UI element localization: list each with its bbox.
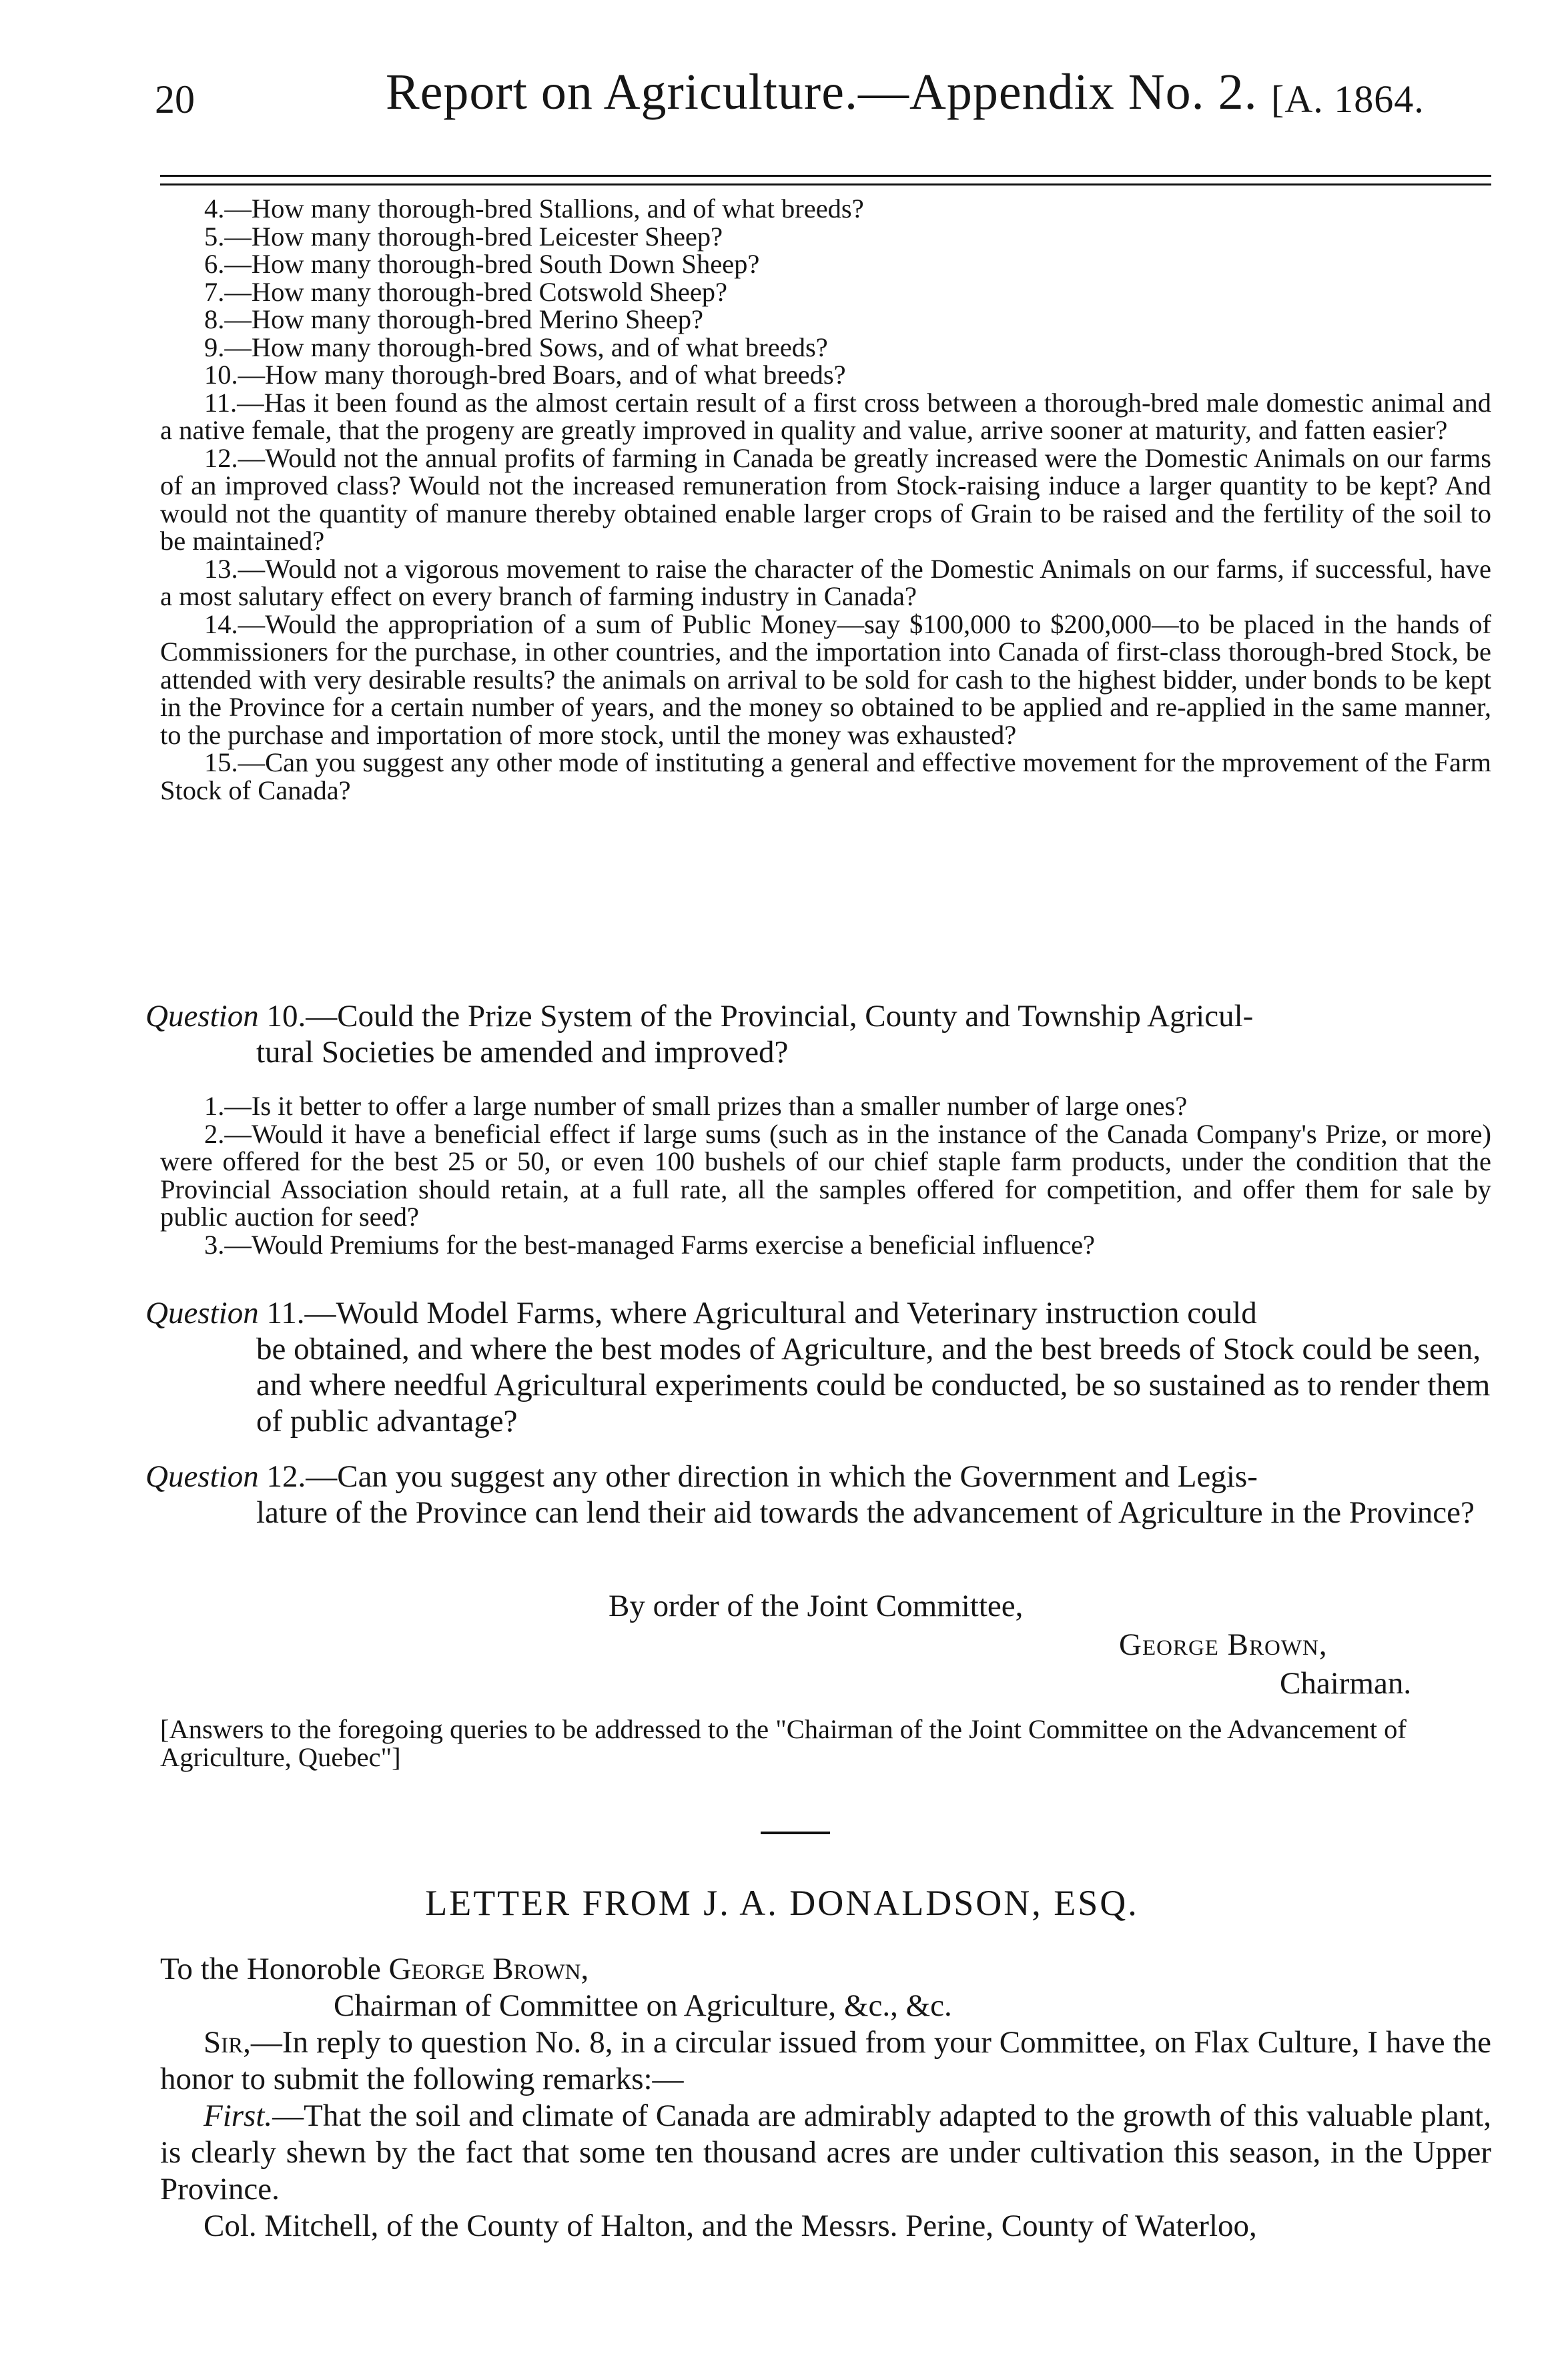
query-item: 14.—Would the appropriation of a sum of Public Money—say $100,000 to $200,000—to be placed in the hands of Commissioners for the purchase, in other countries, and the importation into Canada of first-class thorough-bred Stock, be attended with very desirable results? the animals on arrival to be sold for cash to the highest bidder, under bonds to be kept in the Province for a certain number of years, and the money so obtained to be applied and re-applied in the same manner, to the purchase and importation of more stock, until the money was exhausted? <box>160 609 1491 750</box>
question-continuation: tural Societies be amended and improved? <box>256 1035 789 1070</box>
page-number: 20 <box>155 77 195 121</box>
paragraph-text: —In reply to question No. 8, in a circular issued from your Committee, on Flax Culture, I have the honor to submit the following remarks:— <box>160 2025 1491 2096</box>
question-label: Question <box>145 999 259 1034</box>
letter-paragraph: Col. Mitchell, of the County of Halton, and the Messrs. Perine, County of Waterloo, <box>204 2209 1257 2243</box>
question-continuation: be obtained, and where the best modes of Agriculture, and the best breeds of Stock could be seen, and where needful Agricultural experiments could be conducted, be so sustained as to render them of public advantage? <box>256 1332 1491 1439</box>
salutation-role: Chairman of Committee on Agriculture, &c., &c. <box>334 1988 952 2023</box>
query-item: 15.—Can you suggest any other mode of instituting a general and effective movement for the mprovement of the Farm Stock of Canada? <box>160 747 1491 805</box>
query-item: 7.—How many thorough-bred Cotswold Sheep? <box>204 276 728 307</box>
sir-greeting: Sir, <box>204 2025 251 2060</box>
query-item: 6.—How many thorough-bred South Down Sheep? <box>204 249 760 279</box>
letter-paragraph <box>160 2024 1491 2098</box>
answers-note: [Answers to the foregoing queries to be addressed to the "Chairman of the Joint Committee on the Advancement of Agriculture, Quebec"] <box>160 1714 1407 1772</box>
letter-heading: LETTER FROM J. A. DONALDSON, ESQ. <box>425 1883 1139 1923</box>
question-text: 10.—Could the Prize System of the Provincial, County and Township Agricul- <box>266 999 1254 1034</box>
salutation-line <box>160 1951 1491 1988</box>
first-label: First. <box>204 2098 273 2133</box>
section-divider <box>761 1832 830 1834</box>
question-12 <box>145 1459 1491 1531</box>
query-item: 5.—How many thorough-bred Leicester Sheep? <box>204 221 723 252</box>
question-label: Question <box>145 1459 259 1494</box>
signature-title: Chairman. <box>1280 1666 1412 1701</box>
page-header <box>0 63 1564 130</box>
question-text: 12.—Can you suggest any other direction in which the Government and Legis- <box>266 1459 1258 1494</box>
session-reference: [A. 1864. <box>1271 77 1425 121</box>
queries-list <box>160 195 1491 804</box>
salutation-prefix: To the Honoroble <box>160 1952 381 1986</box>
query-item: 9.—How many thorough-bred Sows, and of what breeds? <box>204 332 828 362</box>
question-10-subqueries <box>160 1092 1491 1258</box>
question-11 <box>145 1295 1491 1439</box>
query-item: 4.—How many thorough-bred Stallions, and of what breeds? <box>204 193 864 224</box>
question-label: Question <box>145 1296 259 1330</box>
running-title: Report on Agriculture.—Appendix No. 2. <box>386 64 1258 120</box>
query-item: 11.—Has it been found as the almost certain result of a first cross between a thorough-bred male domestic animal and a native female, that the progeny are greatly improved in quality and value, arrive sooner at maturity, and fatten easier? <box>160 387 1491 445</box>
subquery-item: 2.—Would it have a beneficial effect if large sums (such as in the instance of the Canada Company's Prize, or more) were offered for the best 25 or 50, or even 100 bushels of our chief staple farm products, under the condition that the Provincial Association should retain, at a full rate, all the samples offered for competition, and offer them for sale by public auction for seed? <box>160 1118 1491 1232</box>
header-rule <box>160 175 1491 185</box>
question-10 <box>145 998 1491 1070</box>
query-item: 10.—How many thorough-bred Boars, and of what breeds? <box>204 360 846 390</box>
letter-body <box>160 1951 1491 2245</box>
query-item: 13.—Would not a vigorous movement to raise the character of the Domestic Animals on our farms, if successful, have a most salutary effect on every branch of farming industry in Canada? <box>160 553 1491 611</box>
question-continuation: lature of the Province can lend their aid towards the advancement of Agriculture in the Province? <box>256 1495 1475 1530</box>
query-item: 8.—How many thorough-bred Merino Sheep? <box>204 304 703 334</box>
signature-line: By order of the Joint Committee, <box>609 1589 1024 1623</box>
signature-name: George Brown, <box>1119 1627 1328 1662</box>
subquery-item: 1.—Is it better to offer a large number of small prizes than a smaller number of large ones? <box>204 1091 1188 1121</box>
subquery-item: 3.—Would Premiums for the best-managed Farms exercise a beneficial influence? <box>204 1229 1096 1260</box>
letter-paragraph <box>160 2098 1491 2208</box>
salutation-name: George Brown, <box>388 1952 589 1986</box>
query-item: 12.—Would not the annual profits of farming in Canada be greatly increased were the Domestic Animals on our farms of an improved class? Would not the increased remuneration from Stock-raising induce a larger quantity to be kept? And would not the quantity of manure thereby obtained enable larger crops of Grain to be raised and the fertility of the soil to be maintained? <box>160 442 1491 556</box>
paragraph-text: —That the soil and climate of Canada are admirably adapted to the growth of this valuable plant, is clearly shewn by the fact that some ten thousand acres are under cultivation this season, in the Upper Province. <box>160 2098 1491 2207</box>
question-text: 11.—Would Model Farms, where Agricultural and Veterinary instruction could <box>266 1296 1257 1330</box>
